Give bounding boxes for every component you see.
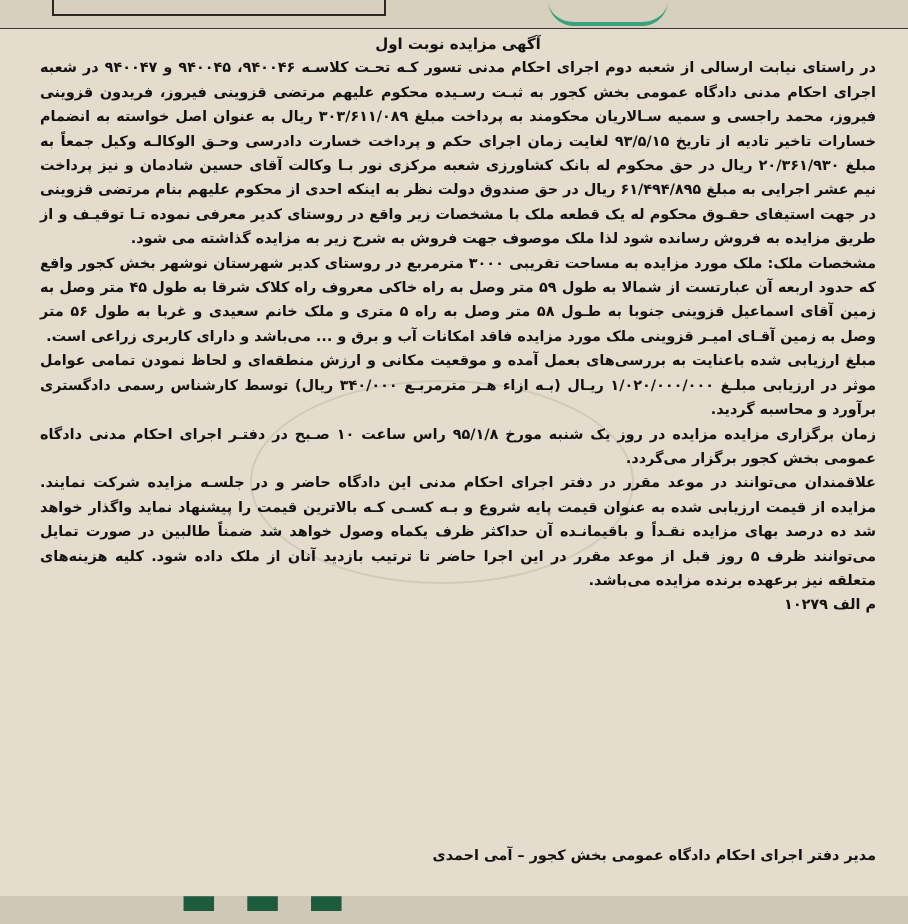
reference-number: م الف ۱۰۲۷۹ bbox=[784, 597, 876, 614]
notice-paragraph-valuation: مبلغ ارزیابی شده باعنایت به بررسی‌های بعمل آمده و موقعیت مکانی و ارزش منطقه‌ای و لحاظ نمودن تمامی عوامل موثر در ارزیابی مبلـغ ۱/۰۲۰/۰۰۰/۰۰۰ ریـال (بـه ازاء هـر مترمربـع ۳۴۰/۰۰۰ ریال) توسط کارشناس رسمی دادگستری برآورد و محاسبه گردید. bbox=[40, 353, 876, 419]
bottom-green-stamp: ▬ ▬ ▬ bbox=[180, 878, 352, 924]
notice-paragraph-property: مشخصات ملک: ملک مورد مزایده به مساحت تقریبی ۳۰۰۰ مترمربع در روستای کدیر شهرستان نوشهر بخش کجور واقع که حدود اربعه آن عبارتست از شمالا به طول ۵۹ متر وصل به راه خاکی معروف راه کلاک شرقا به طول ۴۵ متر وصل به زمین آقای اسماعیل قزوینی جنوبا به طـول ۵۸ متر وصل به راه ۵ متری و ملک خانم سعیدی و غربا به طول ۵۶ متر وصل به زمین آقـای امیـر قزوینی ملک مورد مزایده فاقد امکانات آب و برق و ... می‌باشد و دارای کاربری زراعی است. bbox=[40, 255, 876, 345]
auction-notice bbox=[40, 32, 876, 618]
top-border-box bbox=[52, 0, 386, 16]
notice-paragraph-intro: در راستای نیابت ارسالی از شعبه دوم اجرای احکام مدنی تسور کـه تحـت کلاسـه ۹۴۰۰۴۶، ۹۴۰۰۴۵ و ۹۴۰۰۴۷ در شعبه اجرای احکام مدنی دادگاه عمومی بخش کجور به ثبـت رسـیده محکوم علیهم مرتضی قزوینی فیروز، فریدون قزوینی فیروز، محمد راجسی و سمیه سـالاریان محکومند به پرداخت مبلغ ۳۰۳/۶۱۱/۰۸۹ ریال به عنوان اصل خواسته به انضمام خسارات تاخیر تادیه از تاریخ ۹۳/۵/۱۵ لغایت زمان اجرای حکم و پرداخت خسارت دادرسی وحـق الوکالـه وکیل جمعاً به مبلغ ۲۰/۳۶۱/۹۳۰ ریال در حق محکوم له بانک کشاورزی شعبه مرکزی نور بـا وکالت آقای حسین شادمان و نیز پرداخت نیم عشر اجرایی به مبلغ ۶۱/۴۹۴/۸۹۵ ریال در حق صندوق دولت نظر به اینکه احدی از محکوم علیهم بنام مرتضی قزوینی در جهت استیفای حقـوق محکوم له یک قطعه ملک با مشخصات زیر واقع در روستای کدیر معرفی نموده تـا توقیـف و از طریق مزایده به فروش رسانده شود لذا ملک موصوف جهت فروش به شرح زیر به مزایده گذاشته می شود. bbox=[39, 60, 877, 248]
notice-paragraph-terms: علاقمندان می‌توانند در موعد مقرر در دفتر اجرای احکام مدنی این دادگاه حاضر و در جلسـه مزایده شرکت نمایند. مزایده از قیمت ارزیابی شده به عنوان قیمت پایه شروع و بـه کسـی کـه بالاترین قیمت را پیشنهاد نماید واگذار خواهد شد ده درصد بهای مزایده نقـداً و باقیمانـده آن حداکثر ظرف یکماه وصول خواهد شد ضمناً طالبین در صورت تمایل می‌توانند ظرف ۵ روز قبل از موعد مقرر در این اجرا حاضر تا ترتیب بازدید آنان از ملک داده شود. کلیه هزینه‌های متعلقه نیز برعهده برنده مزایده می‌باشد. bbox=[40, 475, 876, 589]
notice-paragraph-schedule: زمان برگزاری مزایده مزایده در روز یک شنبه مورخ ۹۵/۱/۸ راس ساعت ۱۰ صـبح در دفتـر اجرای احکام مدنی دادگاه عمومی بخش کجور برگزار می‌گردد. bbox=[40, 426, 876, 467]
notice-title: آگهی مزایده نوبت اول bbox=[375, 35, 541, 53]
top-green-mark bbox=[548, 0, 668, 26]
top-cut-strip bbox=[0, 0, 908, 29]
signature-line: مدیر دفتر اجرای احکام دادگاه عمومی بخش کجور – آمی احمدی bbox=[432, 848, 876, 864]
